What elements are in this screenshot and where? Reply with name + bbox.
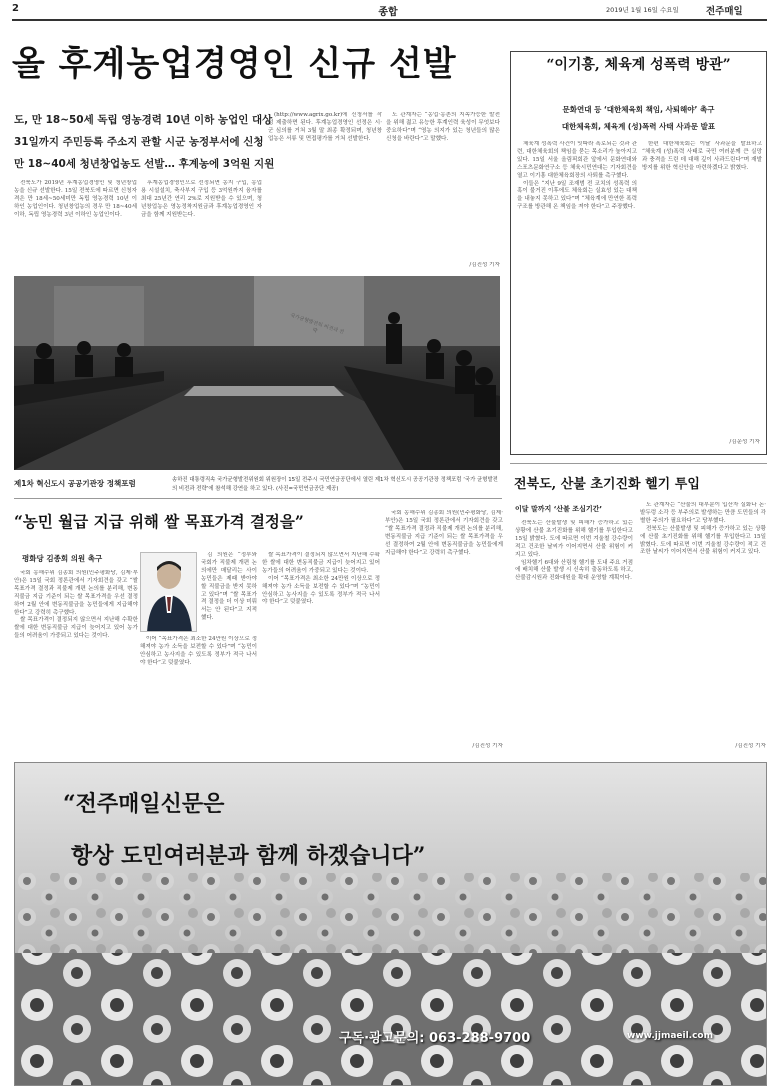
article4-headline: 전북도, 산불 초기진화 헬기 투입 xyxy=(514,477,700,492)
photo1-caption: 송하진 대통령직속 국가균형발전위원회 위원장이 15일 전주시 국민연금공단에서 열린 제1차 혁신도시 공공기관장 정책포럼 ‘국가 균형발전의 비전과 전략’에 참석해 강연을 하고 있다. (사진=국민연금공단 제공) xyxy=(172,477,498,492)
article3-headline: “농민 월급 지급 위해 쌀 목표가격 결정을” xyxy=(14,512,304,531)
section-label: 종합 xyxy=(378,7,398,18)
article2-col2: 한편 대한체육회는 이날 사과문을 발표하고 “체육계 (성)폭력 사태로 국민 여러분께 큰 실망과 충격을 드린 데 대해 깊이 사과드린다”며 재발 방지를 위한 혁신안을 마련하겠다고 밝혔다. xyxy=(642,141,762,171)
paper-name: 전주매일 xyxy=(706,6,743,17)
sunflower-ad xyxy=(14,762,767,1086)
header-rule xyxy=(12,19,767,21)
article4-rule xyxy=(510,463,767,464)
ad-slogan-line1: “전주매일신문은 xyxy=(63,791,225,817)
article3-col3: 쌀 목표가격이 결정되지 않으면서 지난해 수확한 쌀에 대한 변동직불금 지급이 늦어지고 있어 농가들의 어려움이 가중되고 있다는 것이다. 이어 “목표가격은 최소한 24만원 이상으로 정해져야 농가 소득을 보전할 수 있다”며 “농민이 안심하고 농사지을 수 있도록 정부가 적극 나서야 한다”고 덧붙였다. xyxy=(262,552,380,606)
article2-byline: /김운성 기자 xyxy=(729,439,760,445)
article3-rule xyxy=(14,498,502,499)
photo1-label: 제1차 혁신도시 공공기관장 정책포럼 xyxy=(14,479,136,488)
article1-byline: /김진성 기자 xyxy=(469,262,500,268)
article4-subhead: 이달 말까지 ‘산불 조심기간’ xyxy=(515,505,603,513)
lawmaker-portrait xyxy=(140,552,197,632)
article1-col2: 후계농업경영인으로 선정되면 농지 구입, 농업용 시설설치, 축사부지 구입 등 3억원까지 융자를 최대 25년간 연리 2%로 지원받을 수 있으며, 청년창업농은 영농정착지원금과 후계농업경영인 자금을 함께 지원받는다. xyxy=(141,180,262,218)
article2-subheads: 문화연대 등 ‘대한체육회 책임, 사퇴해야’ 촉구 대한체육회, 체육계 (성)폭력 사태 사과문 발표 xyxy=(561,105,716,131)
ad-slogan-line2: 항상 도민여러분과 함께 하겠습니다” xyxy=(71,843,426,869)
article1-col1: 전북도가 2019년 후계농업경영인 및 청년창업농을 신규 선발한다. 15일 전북도에 따르면 신청자격은 만 18세~50세미만 독립 영농경력 10년 이하인 농업인이다. 청년창업농의 경우 만 18~40세 이하, 독립 영농경력 3년 이하인 농업인이다. xyxy=(14,180,137,218)
article4-col1: 전북도는 산불발생 및 피해가 증가하고 있는 상황에 산불 초기진화를 위해 헬기를 투입한다고 15일 밝혔다. 도에 따르면 이번 겨울철 강수량이 적고 건조한 날씨가 이어지면서 산불 위험이 커지고 있다. 임차헬기 6대와 산림청 헬기를 도내 주요 거점에 배치해 산불 발생 시 신속히 출동하도록 하고, 산불감시원과 진화대원을 확대 운영할 계획이다. xyxy=(515,520,633,582)
ad-contact: 구독·광고문의: 063-288-9700 xyxy=(339,1031,531,1046)
article1-subheads: 도, 만 18~50세 독립 영농경력 10년 이하 농업인 대상 31일까지 주민등록 주소지 관할 시군 농정부서에 신청 만 18~40세 청년창업농도 선발… 후계농에 3억원 지원 xyxy=(14,114,275,170)
article2-headline: “이기흥, 체육계 성폭력 방관” xyxy=(546,57,731,73)
article1-col4: 도 관계자는 “농업·농촌의 지속가능한 발전을 위해 젊고 유능한 후계인력 육성이 무엇보다 중요하다”며 “영농 의지가 있는 청년들의 많은 신청을 바란다”고 말했다. xyxy=(386,112,500,142)
slide-title: 국가균형발전의 비전과 전략 xyxy=(289,312,345,336)
article3-col2: 김 의원은 “정부와 국회가 직불제 개편 논의에만 매달리는 사이 농민들은 제때 받아야 할 직불금을 받지 못하고 있다”며 “쌀 목표가격 결정을 더 이상 미뤄서는 안 된다”고 지적했다. xyxy=(201,552,257,622)
ad-website: www.jjmaeil.com xyxy=(627,1031,713,1041)
article3-byline: /김진성 기자 xyxy=(472,743,503,749)
article3-subhead: 평화당 김종회 의원 촉구 xyxy=(22,554,103,563)
article3-col1: 국회 농해수위 김종회 의원(민주평화당, 김제·부안)은 15일 국회 정론관에서 기자회견을 갖고 “쌀 목표가격 결정과 직불제 개편 논의를 분리해, 변동직불금 지급 기준이 되는 쌀 목표가격을 우선 결정하여 2월 안에 변동직불금을 농민들에게 지급해야 한다”고 강력히 촉구했다. 쌀 목표가격이 결정되지 않으면서 지난해 수확한 쌀에 대한 변동직불금 지급이 늦어지고 있어 농가들의 어려움이 가중되고 있다는 것이다. xyxy=(14,570,138,640)
issue-date: 2019년 1월 16일 수요일 xyxy=(606,6,679,14)
article1-headline: 올 후계농업경영인 신규 선발 xyxy=(12,44,457,84)
article4-byline: /김진성 기자 xyxy=(735,743,766,749)
article2-col1: 체육계 성폭력 사건이 잇따라 폭로되는 것과 관련, 대한체육회의 책임을 묻는 목소리가 높아지고 있다. 15일 서울 올림픽회관 앞에서 문화연대와 스포츠문화연구소 등 체육시민연대는 기자회견을 열고 이기흥 대한체육회장의 사퇴를 촉구했다. 이들은 “지난 9일 조재범 전 코치의 성폭력 의혹이 불거진 이후에도 체육회는 실효성 있는 대책을 내놓지 못하고 있다”며 “체육계에 만연한 폭력 구조를 방관해 온 책임을 져야 한다”고 주장했다. xyxy=(517,141,637,211)
article1-col3: (http://www.agrix.go.kr)에 신청서를 작성 제출하면 된다. 후계농업경영인 선정은 시·군 심의를 거쳐 3월 말 최종 확정되며, 청년창업농은 서류 및 면접평가를 거쳐 선발한다. xyxy=(268,112,382,142)
page-number: 2 xyxy=(12,3,19,14)
article4-col2: 도 관계자는 “산불의 대부분이 입산자 실화나 논·밭두렁 소각 등 부주의로 발생하는 만큼 도민들의 각별한 주의가 필요하다”고 당부했다. 전북도는 산불발생 및 피해가 증가하고 있는 상황에 산불 초기진화를 위해 헬기를 투입한다고 15일 밝혔다. 도에 따르면 이번 겨울철 강수량이 적고 건조한 날씨가 이어지면서 산불 위험이 커지고 있다. xyxy=(640,502,766,556)
forum-photo xyxy=(14,276,500,470)
article3-col2b: 이어 “목표가격은 최소한 24만원 이상으로 정해져야 농가 소득을 보전할 수 있다”며 “농민이 안심하고 농사지을 수 있도록 정부가 적극 나서야 한다”고 덧붙였다. xyxy=(140,636,257,666)
article3-col4: 국회 농해수위 김종회 의원(민주평화당, 김제·부안)은 15일 국회 정론관에서 기자회견을 갖고 “쌀 목표가격 결정과 직불제 개편 논의를 분리해, 변동직불금 지급 기준이 되는 쌀 목표가격을 우선 결정하여 2월 안에 변동직불금을 농민들에게 지급해야 한다”고 강력히 촉구했다. xyxy=(385,510,503,556)
